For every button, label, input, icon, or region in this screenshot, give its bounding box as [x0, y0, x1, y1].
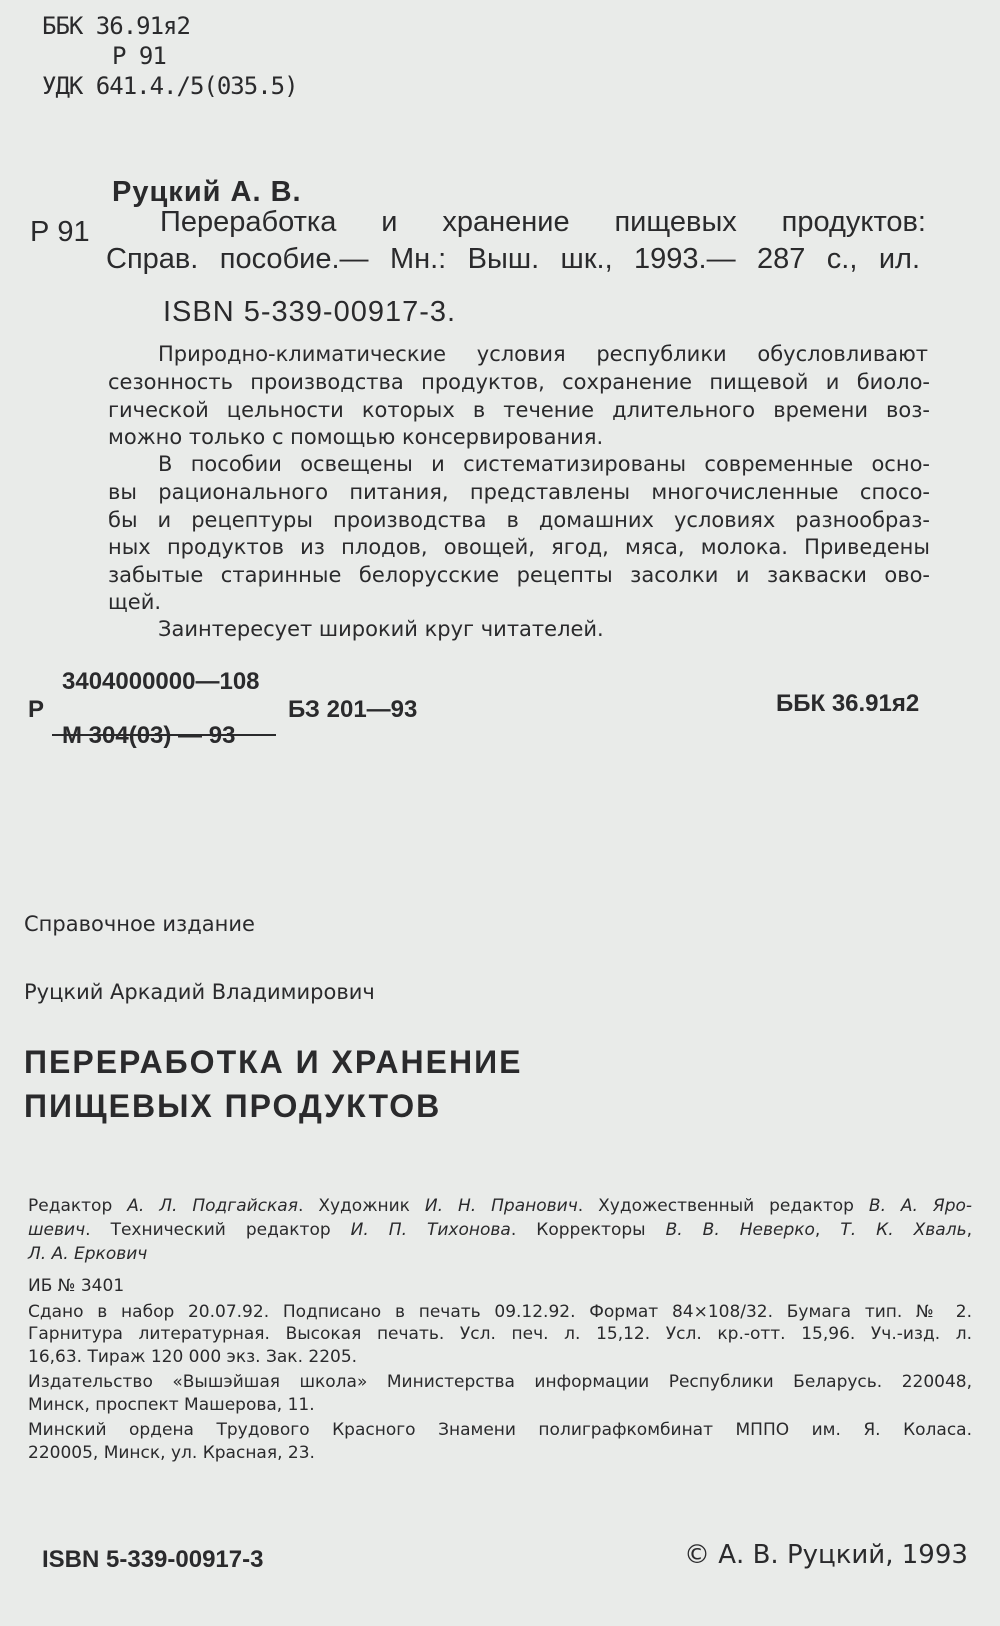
record-title-line2: Справ. пособие.— Мн.: Выш. шк., 1993.— 287 с., ил. [106, 243, 920, 275]
index-letter: Р [28, 696, 45, 723]
art-editor-label: Художественный редактор [598, 1196, 854, 1216]
cutter-code-top: Р 91 [112, 42, 166, 70]
udk-code: УДК 641.4./5(035.5) [42, 72, 298, 100]
tech-editor-name: И. П. Тихонова [350, 1220, 511, 1240]
footer-isbn: ISBN 5-339-00917-3 [42, 1546, 264, 1573]
publisher-line: Минск, проспект Машерова, 11. [28, 1395, 315, 1415]
author-heading: Руцкий А. В. [112, 176, 302, 208]
annotation-line: щей. [108, 590, 162, 614]
printer-line: 220005, Минск, ул. Красная, 23. [28, 1443, 315, 1463]
artist-name: И. Н. Пранович [424, 1196, 578, 1216]
annotation-line: В пособии освещены и систематизированы современные осно- [158, 452, 930, 476]
annotation-line: вы рационального питания, представлены многочисленные спосо- [108, 480, 930, 504]
record-isbn: ISBN 5-339-00917-3. [163, 296, 457, 328]
plan-number: БЗ 201—93 [288, 696, 418, 723]
bbk-code-right: ББК 36.91я2 [776, 690, 920, 717]
copyright-notice: © А. В. Руцкий, 1993 [684, 1540, 968, 1570]
annotation-line: гической цельности которых в течение длительного времени воз- [108, 398, 930, 422]
annotation-line: бы и рецептуры производства в домашних условиях разнообраз- [108, 508, 930, 532]
staff-line3 [28, 1244, 972, 1264]
book-title-line1: ПЕРЕРАБОТКА И ХРАНЕНИЕ [24, 1044, 523, 1080]
annotation-line: сезонность производства продуктов, сохранение пищевой и биоло- [108, 370, 930, 394]
annotation-line: можно только с помощью консервирования. [108, 425, 604, 449]
edition-type: Справочное издание [24, 912, 255, 936]
index-numerator: 3404000000—108 [62, 668, 260, 695]
artist-label: Художник [318, 1196, 410, 1216]
annotation-line: Природно-климатические условия республики обусловливают [158, 342, 928, 366]
book-title-line2: ПИЩЕВЫХ ПРОДУКТОВ [24, 1088, 442, 1124]
annotation-line: Заинтересует широкий круг читателей. [158, 617, 604, 641]
tech-data-line: Сдано в набор 20.07.92. Подписано в печать 09.12.92. Формат 84×108/32. Бумага тип. № 2. [28, 1302, 972, 1322]
proofreaders-label: Корректоры [536, 1220, 646, 1240]
tech-data-line: Гарнитура литературная. Высокая печать. Усл. печ. л. 15,12. Усл. кр.-отт. 15,96. Уч.-изд. л. [28, 1324, 972, 1344]
annotation-line: забытые старинные белорусские рецепты засолки и закваски ово- [108, 563, 930, 587]
editor-name: А. Л. Подгайская [127, 1196, 298, 1216]
art-editor-name-cont: шевич [28, 1220, 86, 1240]
staff-line1: Редактор А. Л. Подгайская. Художник И. Н. Пранович. Художественный редактор В. А. Яро- [28, 1196, 973, 1216]
author-full-name: Руцкий Аркадий Владимирович [24, 980, 375, 1004]
proofreader-name: Л. А. Еркович [28, 1244, 148, 1264]
ib-number: ИБ № 3401 [28, 1276, 125, 1296]
tech-data-line: 16,63. Тираж 120 000 экз. Зак. 2205. [28, 1347, 358, 1367]
printer-line: Минский ордена Трудового Красного Знамени полиграфкомбинат МППО им. Я. Коласа. [28, 1420, 972, 1440]
cutter-mark: Р 91 [30, 216, 90, 248]
bbk-code-top: ББК 36.91я2 [42, 12, 190, 40]
annotation-line: ных продуктов из плодов, овощей, ягод, мяса, молока. Приведены [108, 535, 930, 559]
record-title-line1: Переработка и хранение пищевых продуктов: [160, 206, 926, 238]
tech-editor-label: Технический редактор [110, 1220, 331, 1240]
index-denominator: М 304(03) — 93 [62, 722, 236, 749]
art-editor-name: В. А. Яро- [868, 1196, 973, 1216]
staff-line2: шевич. Технический редактор И. П. Тихонова. Корректоры В. В. Неверко, Т. К. Хваль, [28, 1220, 972, 1240]
publisher-line: Издательство «Вышэйшая школа» Министерства информации Республики Беларусь. 220048, [28, 1372, 972, 1392]
proofreader-name: В. В. Неверко [665, 1220, 815, 1240]
editor-label: Редактор [28, 1196, 113, 1216]
proofreader-name: Т. К. Хваль [840, 1220, 967, 1240]
